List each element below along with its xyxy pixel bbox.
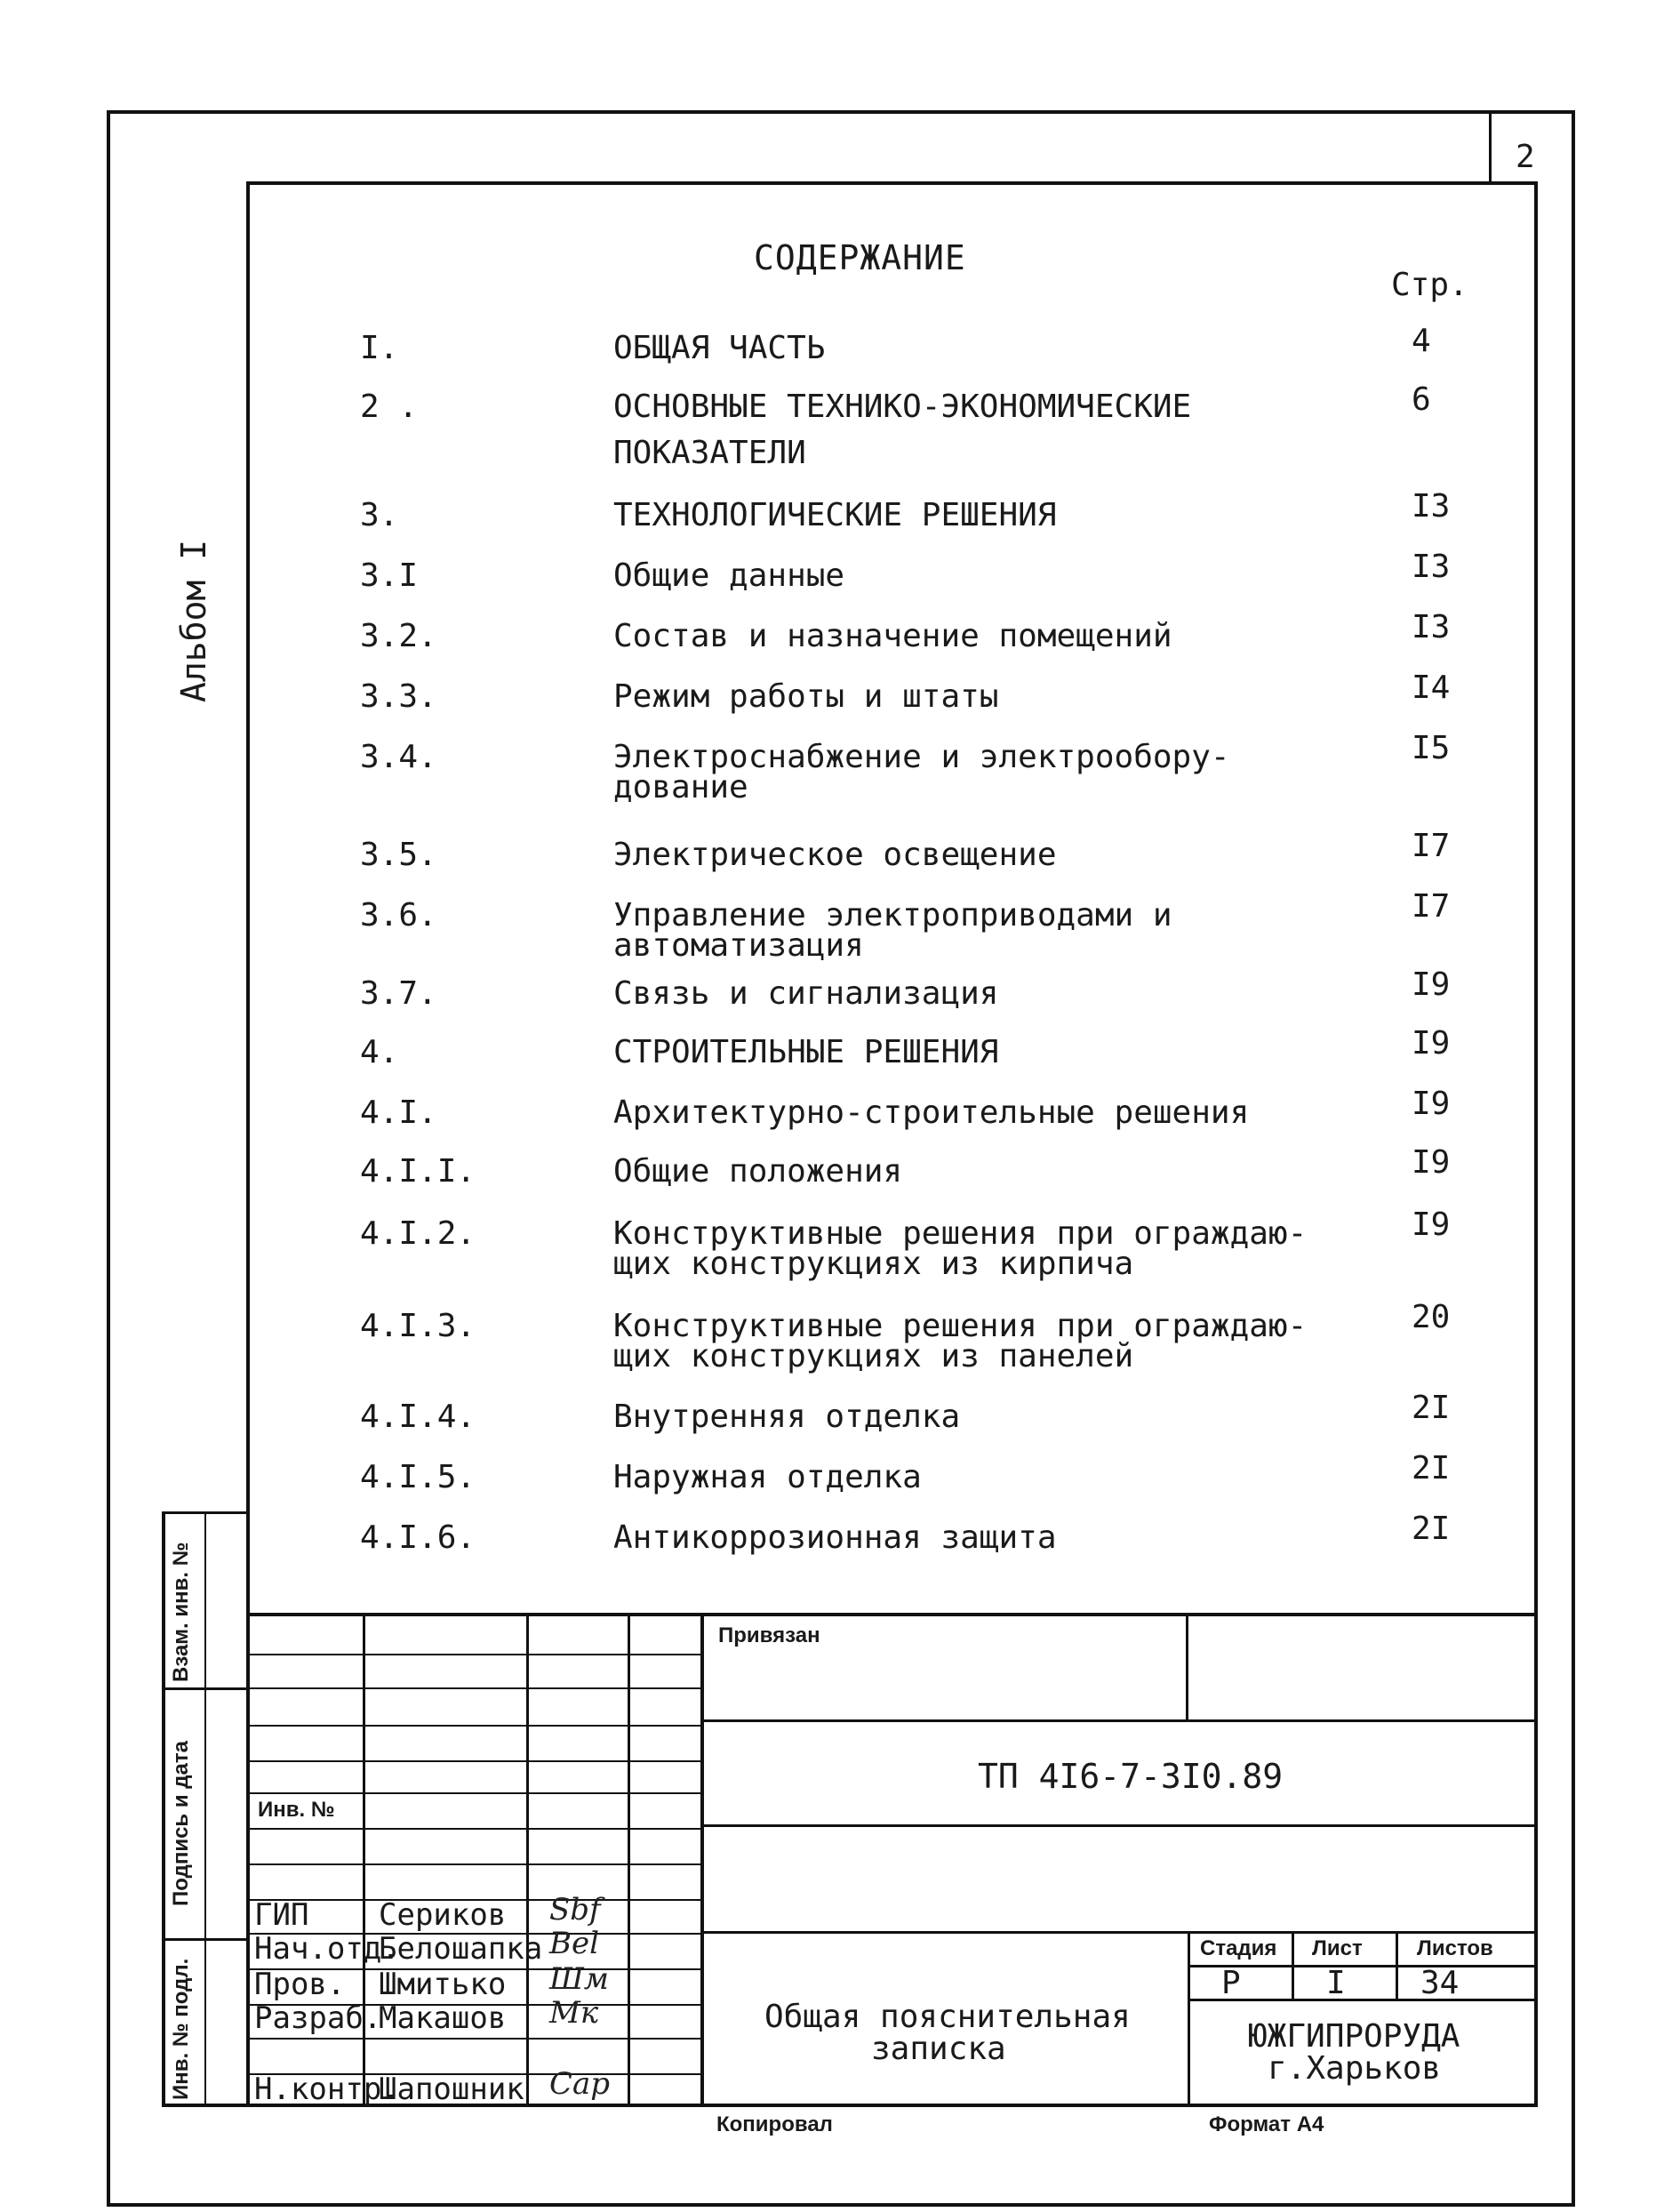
toc-title: щих конструкциях из панелей <box>613 1338 1134 1374</box>
stamp-v-stage <box>1188 1931 1190 2107</box>
toc-title: Общие данные <box>613 557 845 594</box>
toc-title: ПОКАЗАТЕЛИ <box>613 435 806 471</box>
inner-frame-right <box>1534 181 1538 2107</box>
list-value: I <box>1326 1965 1346 2001</box>
toc-number: 2 . <box>360 389 419 425</box>
stamp-v-list <box>1292 1931 1294 1999</box>
toc-page-number: 2I <box>1412 1450 1451 1487</box>
signer-name: Белошапка <box>379 1931 543 1967</box>
toc-title: Управление электроприводами и <box>613 897 1172 934</box>
toc-title: ОБЩАЯ ЧАСТЬ <box>613 330 826 366</box>
page-title: СОДЕРЖАНИЕ <box>754 238 966 277</box>
toc-title: ОСНОВНЫЕ ТЕХНИКО-ЭКОНОМИЧЕСКИЕ <box>613 389 1192 425</box>
listov-value: 34 <box>1420 1965 1460 2001</box>
toc-page-number: I9 <box>1412 1025 1451 1062</box>
signer-name: Шапошник <box>379 2072 524 2107</box>
side-label-inv-podl: Инв. № подл. <box>169 1958 193 2100</box>
toc-number: 4.I.4. <box>360 1399 476 1435</box>
grid-row-line <box>246 1654 702 1655</box>
toc-title: ТЕХНОЛОГИЧЕСКИЕ РЕШЕНИЯ <box>613 497 1057 533</box>
toc-number: 3.4. <box>360 739 437 775</box>
signer-name: Шмитько <box>379 1967 507 2002</box>
grid-row-line <box>246 1828 702 1830</box>
signer-role: Нач.отд. <box>254 1931 400 1967</box>
toc-number: 4.I.6. <box>360 1519 476 1556</box>
inv-no-label: Инв. № <box>258 1798 335 1822</box>
toc-title: Состав и назначение помещений <box>613 618 1172 654</box>
document-title-2: записка <box>871 2031 1006 2067</box>
grid-row-line <box>246 1863 702 1865</box>
sheet-number: 2 <box>1516 139 1535 175</box>
toc-title: Конструктивные решения при ограждаю- <box>613 1215 1308 1252</box>
toc-title: Антикоррозионная защита <box>613 1519 1057 1556</box>
toc-number: 4.I.I. <box>360 1153 476 1190</box>
stadiya-value: Р <box>1221 1965 1241 2001</box>
signature: Bel <box>549 1926 599 1961</box>
document-title-1: Общая пояснительная <box>764 1999 1131 2035</box>
album-label: Альбом I <box>174 539 213 702</box>
toc-title: Электроснабжение и электрообору- <box>613 739 1230 775</box>
toc-title: Конструктивные решения при ограждаю- <box>613 1308 1308 1344</box>
toc-number: 3.7. <box>360 975 437 1012</box>
toc-title: Общие положения <box>613 1153 903 1190</box>
listov-label: Листов <box>1417 1936 1493 1960</box>
grid-row-line <box>246 1792 702 1794</box>
stamp-h5 <box>1189 1999 1538 2001</box>
toc-title: щих конструкциях из кирпича <box>613 1246 1134 1282</box>
stamp-h1 <box>702 1719 1538 1722</box>
signer-role: ГИП <box>254 1897 309 1933</box>
outer-frame-bottom <box>107 2203 1575 2207</box>
signer-name: Макашов <box>379 2000 507 2036</box>
strip-left <box>162 1511 165 2107</box>
toc-page-number: I9 <box>1412 966 1451 1003</box>
stamp-h3 <box>702 1931 1538 1934</box>
inner-frame-top <box>246 181 1538 185</box>
signature: Шм <box>549 1961 609 1997</box>
toc-number: 4.I.3. <box>360 1308 476 1344</box>
toc-title: СТРОИТЕЛЬНЫЕ РЕШЕНИЯ <box>613 1034 999 1070</box>
toc-page-number: I9 <box>1412 1086 1451 1122</box>
outer-frame-left <box>107 110 110 2207</box>
toc-page-number: I3 <box>1412 488 1451 525</box>
signature: Сар <box>549 2066 611 2102</box>
toc-page-number: 2I <box>1412 1390 1451 1426</box>
signature: Sbf <box>549 1892 601 1927</box>
format-label: Формат А4 <box>1209 2112 1324 2136</box>
toc-number: I. <box>360 330 399 366</box>
toc-page-number: I9 <box>1412 1144 1451 1181</box>
toc-title: Внутренняя отделка <box>613 1399 961 1435</box>
toc-page-number: 2I <box>1412 1511 1451 1547</box>
toc-number: 3.2. <box>360 618 437 654</box>
toc-page-number: 4 <box>1412 323 1431 359</box>
list-label: Лист <box>1312 1936 1363 1960</box>
toc-page-number: I4 <box>1412 669 1451 706</box>
signer-role: Пров. <box>254 1967 346 2002</box>
toc-page-number: I9 <box>1412 1206 1451 1243</box>
outer-frame-top <box>108 110 1575 114</box>
grid-row-line <box>246 2038 702 2040</box>
page-column-header: Стр. <box>1391 267 1468 303</box>
stadiya-label: Стадия <box>1200 1936 1277 1960</box>
stamp-h2 <box>702 1824 1538 1827</box>
toc-number: 3.I <box>360 557 419 594</box>
strip-mid <box>204 1511 206 2107</box>
toc-title: автоматизация <box>613 927 864 964</box>
toc-number: 3.5. <box>360 837 437 873</box>
toc-page-number: I5 <box>1412 730 1451 766</box>
organization-name: ЮЖГИПРОРУДА <box>1248 2018 1460 2055</box>
toc-number: 4. <box>360 1034 399 1070</box>
toc-page-number: I3 <box>1412 609 1451 645</box>
organization-city: г.Харьков <box>1268 2050 1442 2087</box>
signer-role: Н.контр. <box>254 2072 400 2107</box>
toc-title: Наружная отделка <box>613 1459 922 1495</box>
toc-page-number: 6 <box>1412 381 1431 418</box>
toc-page-number: 20 <box>1412 1299 1451 1335</box>
toc-title: Электрическое освещение <box>613 837 1057 873</box>
toc-page-number: I7 <box>1412 828 1451 864</box>
toc-number: 3.3. <box>360 678 437 715</box>
side-label-vzam: Взам. инв. № <box>169 1542 193 1682</box>
kopiroval-label: Копировал <box>716 2112 833 2136</box>
toc-number: 4.I. <box>360 1094 437 1131</box>
inner-frame-left <box>246 181 250 2107</box>
grid-row-line <box>246 1725 702 1727</box>
toc-number: 3. <box>360 497 399 533</box>
side-label-podpis: Подпись и дата <box>169 1741 193 1906</box>
stamp-top <box>246 1613 1538 1616</box>
stamp-v-listov <box>1396 1931 1398 1999</box>
toc-number: 4.I.5. <box>360 1459 476 1495</box>
outer-frame-right <box>1572 110 1575 2207</box>
grid-row-line <box>246 1760 702 1762</box>
toc-title: Связь и сигнализация <box>613 975 999 1012</box>
signer-role: Разраб. <box>254 2000 382 2036</box>
toc-page-number: I3 <box>1412 549 1451 585</box>
stamp-h4 <box>1189 1965 1538 1968</box>
toc-title: дование <box>613 769 748 805</box>
grid-row-line <box>246 1687 702 1689</box>
signature: Мк <box>549 1995 599 2031</box>
signer-name: Сериков <box>379 1897 507 1933</box>
privyazan-label: Привязан <box>718 1623 820 1647</box>
sheet-box-left <box>1489 110 1492 185</box>
sheet-box-right <box>1572 110 1574 185</box>
toc-title: Режим работы и штаты <box>613 678 999 715</box>
toc-title: Архитектурно-строительные решения <box>613 1094 1250 1131</box>
toc-number: 4.I.2. <box>360 1215 476 1252</box>
toc-number: 3.6. <box>360 897 437 934</box>
toc-page-number: I7 <box>1412 888 1451 925</box>
document-code: ТП 4I6-7-3I0.89 <box>978 1757 1284 1796</box>
stamp-v-priv <box>1186 1613 1188 1719</box>
